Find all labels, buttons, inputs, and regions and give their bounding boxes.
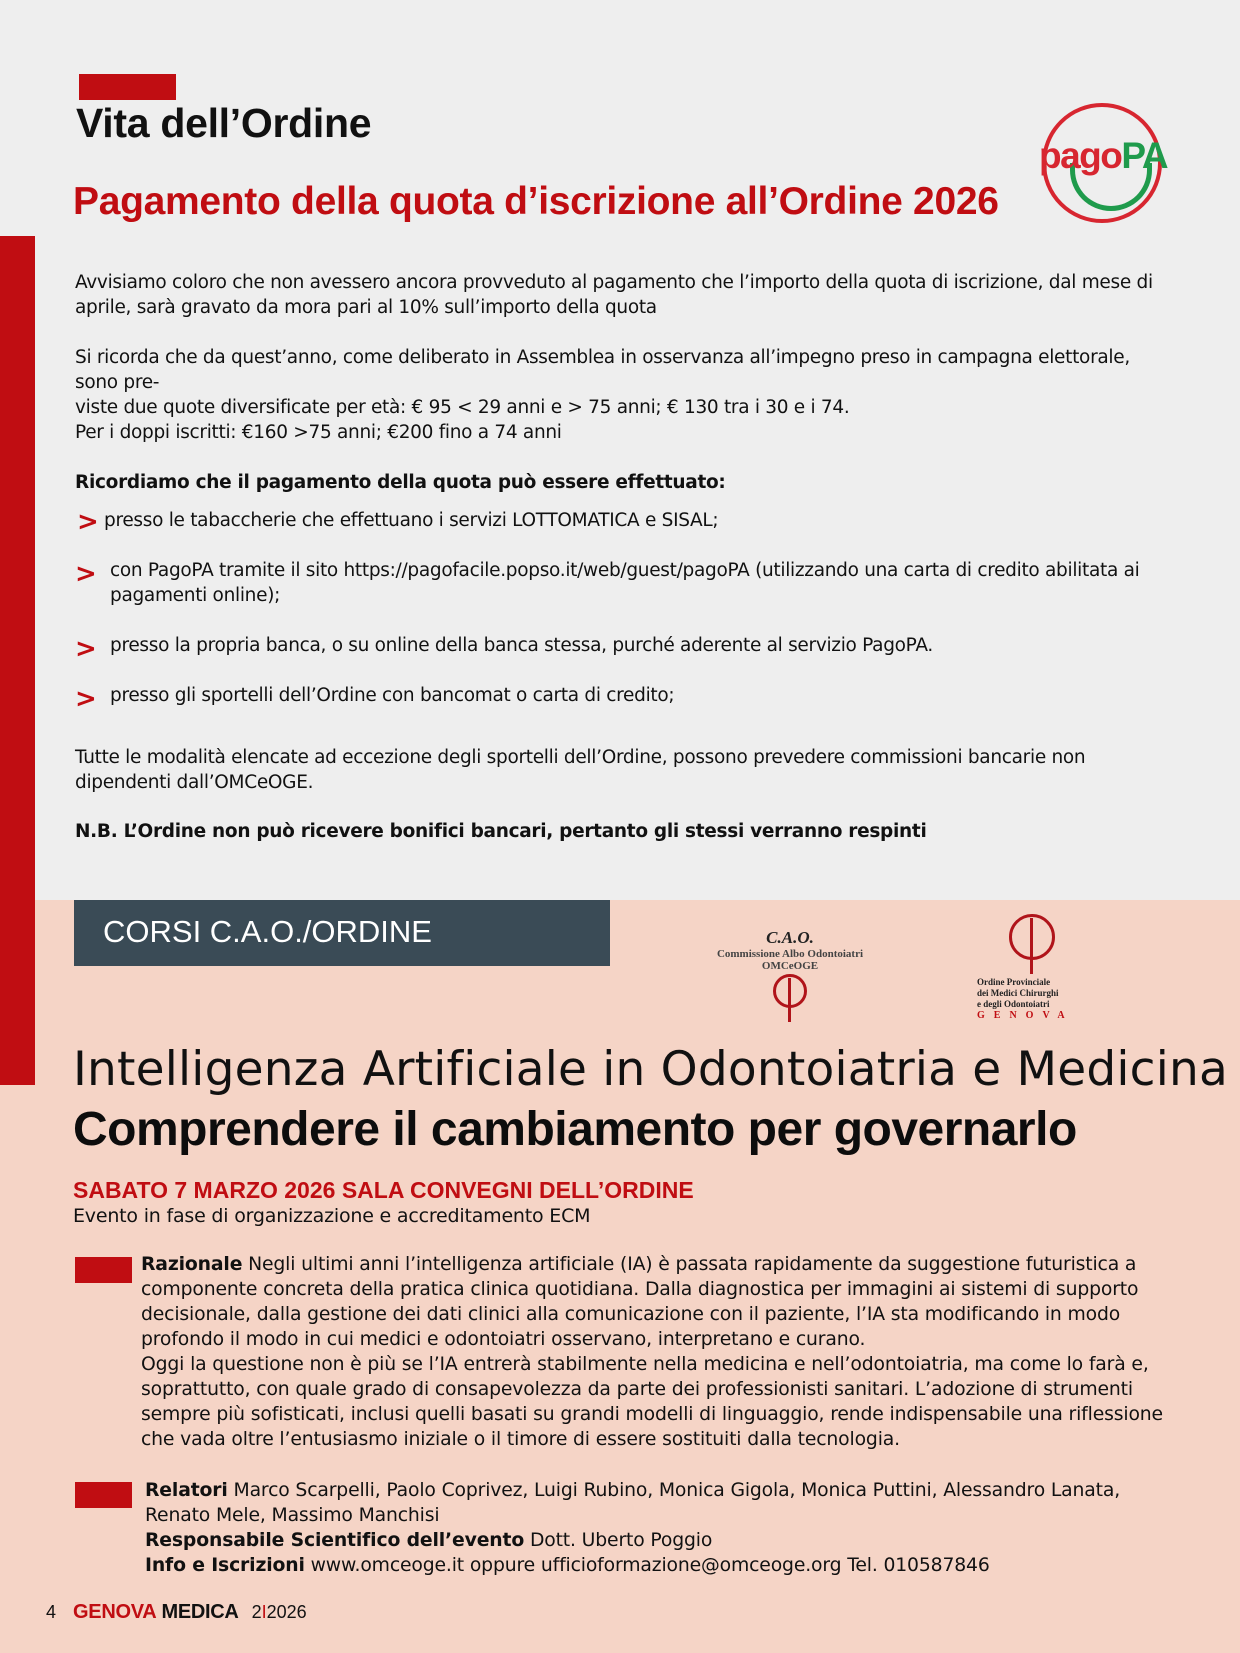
scientific-lead-name: Dott. Uberto Poggio xyxy=(524,1530,713,1551)
speakers-label: Relatori xyxy=(145,1480,228,1501)
magazine-brand-medica: MEDICA xyxy=(161,1601,239,1623)
page-footer xyxy=(46,1601,307,1624)
article-title: Pagamento della quota d’iscrizione all’Ordine 2026 xyxy=(73,180,999,223)
ordine-logo-line1: Ordine Provinciale xyxy=(977,977,1051,987)
ordine-logo-line4: GENOVA xyxy=(977,1010,1074,1021)
paragraph-fee-tiers xyxy=(75,345,1170,420)
ordine-logo-line3: e degli Odontoiatri xyxy=(977,999,1050,1009)
paragraph-fee-tiers-line2: viste due quote diversificate per età: € 95 < 29 anni e > 75 anni; € 130 tra i 30 e i 74. xyxy=(75,397,850,418)
razionale-text: Negli ultimi anni l’intelligenza artificiale (IA) è passata rapidamente da suggestione futuristica a componente concreta della pratica clinica quotidiana. Dalla diagnostica per immagini ai sistemi di supporto decisionale, dalla gestione dei dati clinici alla comunicazione con il paziente, l’IA sta modificando in modo profondo il modo in cui medici e odontoiatri osservano, interpretano e curano. xyxy=(141,1254,1139,1350)
caduceus-icon xyxy=(1009,914,1055,972)
razionale-label: Razionale xyxy=(141,1254,243,1275)
speakers-marker xyxy=(75,1482,132,1508)
cao-logo-title: C.A.O. xyxy=(766,928,814,947)
razionale-marker xyxy=(75,1257,132,1283)
razionale-block xyxy=(141,1252,1163,1452)
pagopa-logo xyxy=(1039,103,1168,223)
paragraph-fee-tiers-line1: Si ricorda che da quest’anno, come deliberato in Assemblea in osservanza all’impegno preso in campagna elettorale, sono pre- xyxy=(75,347,1130,393)
ordine-logo-line2: dei Medici Chirurghi xyxy=(977,988,1059,998)
courses-banner xyxy=(74,900,610,966)
courses-banner-label: CORSI C.A.O./ORDINE xyxy=(103,914,432,949)
paragraph-bank-fees: Tutte le modalità elencate ad eccezione degli sportelli dell’Ordine, possono prevedere commissioni bancarie non dipendenti dall’OMCeOGE. xyxy=(75,747,1086,793)
contact-line xyxy=(145,1553,1165,1578)
note-no-bank-transfers: N.B. L’Ordine non può ricevere bonifici bancari, pertanto gli stessi verranno respinti xyxy=(75,821,927,842)
event-info-block xyxy=(145,1478,1165,1578)
caduceus-icon xyxy=(773,974,807,1024)
page-number: 4 xyxy=(46,1602,57,1622)
contact-label: Info e Iscrizioni xyxy=(145,1555,305,1576)
payment-methods-heading: Ricordiamo che il pagamento della quota può essere effettuato: xyxy=(75,472,726,493)
bullet-arrow-icon: > xyxy=(75,559,97,589)
cao-logo-line1: Commissione Albo Odontoiatri xyxy=(716,948,864,960)
section-title: Vita dell’Ordine xyxy=(76,100,372,146)
course-title: Intelligenza Artificiale in Odontoiatria e Medicina xyxy=(73,1042,1228,1097)
cao-logo xyxy=(695,928,885,1038)
paragraph-double-members: Per i doppi iscritti: €160 >75 anni; €200 fino a 74 anni xyxy=(75,422,562,443)
issue-separator: I xyxy=(261,1602,267,1622)
magazine-brand-genova: GENOVA xyxy=(73,1601,157,1623)
issue-num: 2 xyxy=(251,1602,262,1622)
bullet-arrow-icon: > xyxy=(77,507,99,537)
payment-method-text: presso le tabaccherie che effettuano i servizi LOTTOMATICA e SISAL; xyxy=(104,510,719,531)
issue-year: 2026 xyxy=(266,1602,307,1622)
scientific-lead-line xyxy=(145,1528,1165,1553)
bullet-arrow-icon: > xyxy=(75,684,97,714)
payment-method-text: presso gli sportelli dell’Ordine con bancomat o carta di credito; xyxy=(110,685,675,706)
ordine-logo xyxy=(972,912,1092,1027)
event-accreditation-note: Evento in fase di organizzazione e accreditamento ECM xyxy=(73,1205,591,1227)
speakers-list: Marco Scarpelli, Paolo Coprivez, Luigi Rubino, Monica Gigola, Monica Puttini, Alessandro Lanata, Renato Mele, Massimo Manchisi xyxy=(145,1480,1121,1526)
scientific-lead-label: Responsabile Scientifico dell’evento xyxy=(145,1530,525,1551)
razionale-paragraph-2: Oggi la questione non è più se l’IA entrerà stabilmente nella medicina e nell’odontoiatria, ma come lo farà e, soprattutto, con quale grado di consapevolezza da parte dei professionisti sanitari. L’adozione di strumenti sempre più sofisticati, inclusi quelli basati su grandi modelli di linguaggio, rende indispensabile una riflessione che vada oltre l’entusiasmo iniziale o il timore di essere sostituiti dalla tecnologia. xyxy=(141,1354,1163,1450)
left-accent-bar xyxy=(0,236,35,1085)
payment-method-text: presso la propria banca, o su online della banca stessa, purché aderente al servizio PagoPA. xyxy=(110,635,933,656)
paragraph-late-fee: Avvisiamo coloro che non avessero ancora provveduto al pagamento che l’importo della quota di iscrizione, dal mese di aprile, sarà gravato da mora pari al 10% sull’importo della quota xyxy=(75,272,1153,318)
pagopa-logo-text: pagoPA xyxy=(1039,135,1168,176)
event-date-location: SABATO 7 MARZO 2026 SALA CONVEGNI DELL’ORDINE xyxy=(73,1177,694,1203)
speakers-line xyxy=(145,1478,1165,1528)
issue-number xyxy=(252,1602,307,1622)
razionale-paragraph-1 xyxy=(141,1252,1163,1352)
contact-details: www.omceoge.it oppure ufficioformazione@omceoge.org Tel. 010587846 xyxy=(304,1555,990,1576)
section-tag-marker xyxy=(79,74,176,100)
cao-logo-line2: OMCeOGE xyxy=(761,960,819,972)
bullet-arrow-icon: > xyxy=(75,634,97,664)
payment-method-text: con PagoPA tramite il sito https://pagofacile.popso.it/web/guest/pagoPA (utilizzando una carta di credito abilitata ai pagamenti online); xyxy=(110,560,1140,606)
course-subtitle: Comprendere il cambiamento per governarlo xyxy=(73,1103,1077,1156)
